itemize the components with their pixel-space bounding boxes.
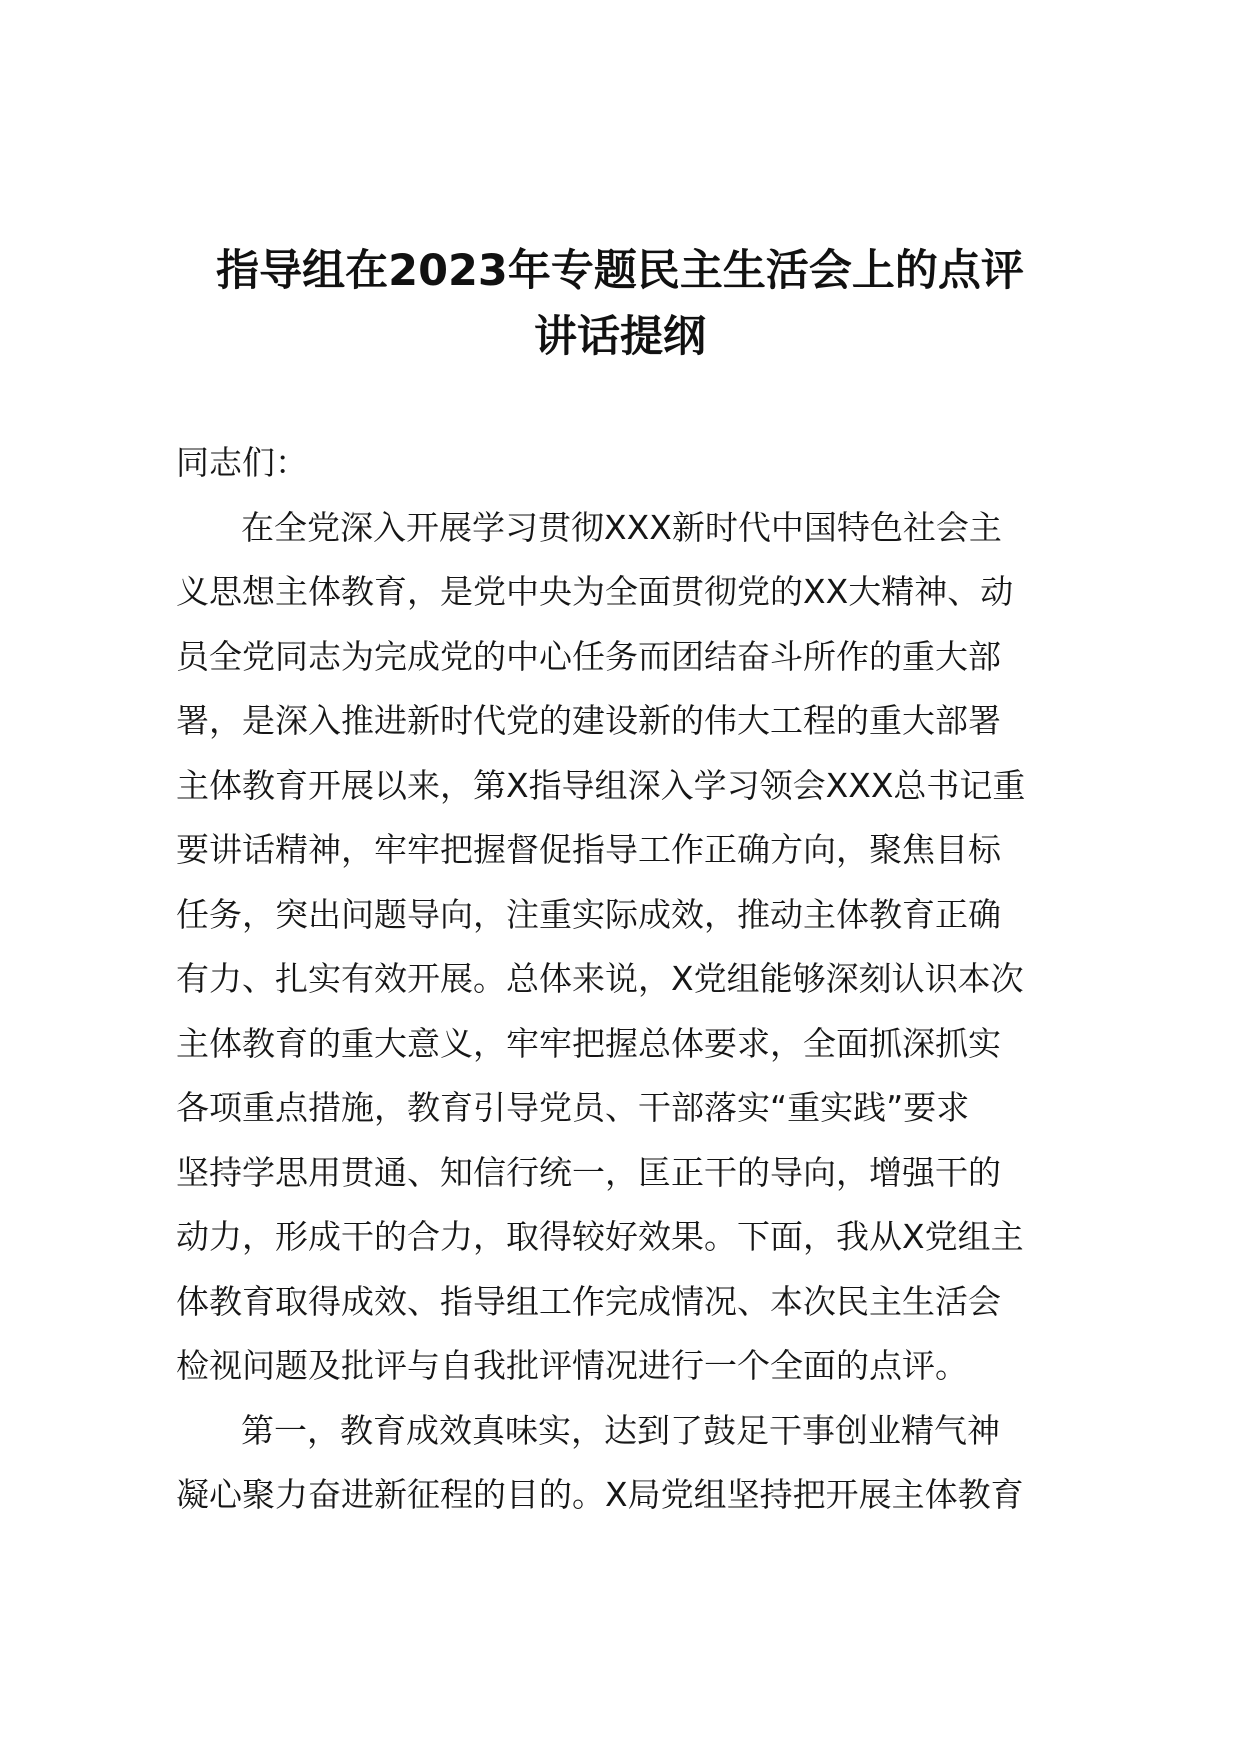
body-line: 要讲话精神，牢牢把握督促指导工作正确方向，聚焦目标 — [176, 830, 1001, 869]
body-line: 第一，教育成效真味实，达到了鼓足干事创业精气神 — [241, 1410, 1000, 1450]
body-line: 坚持学思用贯通、知信行统一，匡正干的导向，增强干的 — [176, 1152, 1001, 1192]
body-line: 动力，形成干的合力，取得较好效果。下面，我从X党组主 — [176, 1217, 1024, 1256]
body-line: 主体教育的重大意义，牢牢把握总体要求，全面抓深抓实 — [176, 1023, 1001, 1063]
body-line: 各项重点措施，教育引导党员、干部落实“重实践”要求 — [176, 1088, 970, 1127]
body-line: 义思想主体教育，是党中央为全面贯彻党的XX大精神、动 — [176, 572, 1014, 611]
salutation: 同志们： — [176, 443, 308, 482]
body-line: 署，是深入推进新时代党的建设新的伟大工程的重大部署 — [176, 701, 1001, 740]
document-body — [176, 431, 1106, 1528]
body-line: 主体教育开展以来，第X指导组深入学习领会XXX总书记重 — [176, 765, 1026, 805]
body-line: 有力、扎实有效开展。总体来说，X党组能够深刻认识本次 — [176, 959, 1024, 998]
body-line: 员全党同志为完成党的中心任务而团结奋斗所作的重大部 — [176, 636, 1001, 676]
body-line: 任务，突出问题导向，注重实际成效，推动主体教育正确 — [176, 894, 1001, 934]
body-line: 在全党深入开展学习贯彻XXX新时代中国特色社会主 — [241, 507, 1002, 547]
title-line-1: 指导组在2023年专题民主生活会上的点评 — [216, 246, 1024, 296]
document-title — [150, 238, 1090, 370]
body-line: 体教育取得成效、指导组工作完成情况、本次民主生活会 — [176, 1281, 1001, 1321]
body-line: 检视问题及批评与自我批评情况进行一个全面的点评。 — [176, 1346, 968, 1385]
title-line-2: 讲话提纲 — [534, 312, 706, 362]
body-line: 凝心聚力奋进新征程的目的。X局党组坚持把开展主体教育 — [176, 1475, 1024, 1514]
